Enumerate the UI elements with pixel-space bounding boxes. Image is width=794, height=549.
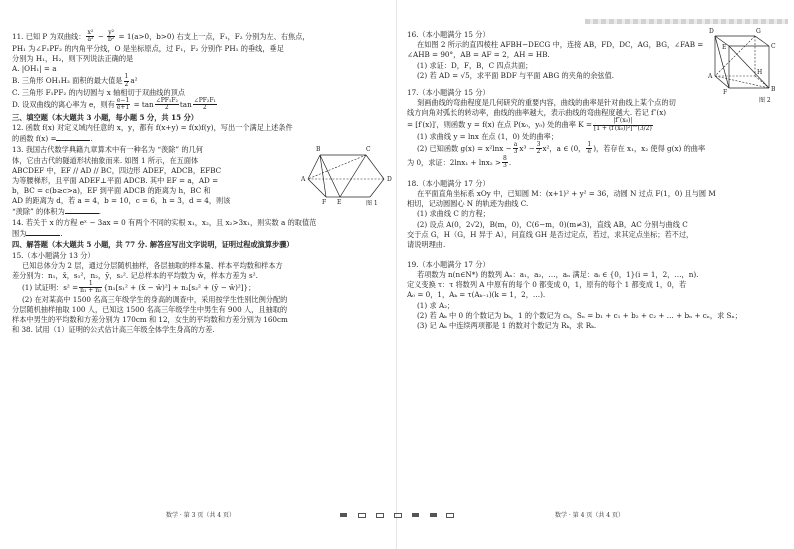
question-19 [407,260,779,332]
q16-heading: 16.（本小题满分 15 分） [407,30,490,39]
q15-heading: 15.（本小题满分 13 分） [12,250,95,260]
q18-part2-line3: 请说明理由. [407,240,446,250]
q19-line2: 定义变换 τ：τ 将数列 A 中原有的每个 0 都变成 0，1，原有的每个 1 都变成 1，0，若 [407,280,687,290]
q11-line1: 11. 已知 P 为双曲线： [12,31,86,41]
exam-page-4 [397,0,794,549]
section-solution-heading: 四、解答题（本大题共 5 小题，共 77 分. 解答应写出文字说明，证明过程或演算步骤） [12,240,294,250]
figure-1-pentahedron [301,145,396,211]
right-column [407,30,779,333]
q15-part2-line1: (2) 在对某高中 1500 名高三年级学生的身高的调查中，采用按学生性别比例分配的 [22,294,288,304]
binding-mark [446,513,454,518]
fig1-vertex-d: D [387,176,392,184]
fig1-vertex-e: E [337,199,342,207]
question-11: 11. 已知 P 为双曲线： $\frac{\text{x²}}{\text{a²}}$ − $\frac{\text{y²}}{\text{b²}}$ = 1(a>0，b>0) 右支上一点，F₁，F₂ 分别为左、右焦点， PH₁ 为∠F₁PF₂ 的内角平分线，O 是坐标原点，过 F₁，F₂ 分别作 PH₁ 的垂线，垂足 分别为 H₁，H₂，则下列说法正确的是 A. |OH₁| = a B. 三角形 OH₁H₂ 面积的最大值是 $\frac{1}{2}$ a² C. 三角形 F₁PF₂ 的内切圆与 x 轴相切于双曲线的顶点 D. 设双曲线的离心率为 e，则有 $\frac{e-1}{e+1}$ = tan $\frac{\text{∠PF₁F₂}}{2}$ tan $\frac{\text{∠PF₂F₁}}{2}$ [12,30,386,112]
question-13: 13. 我国古代数学典籍九章算术中有一种名为 “羡除” 的几何 体，它由古代的隧道形状抽象而来. 如图 1 所示，在五面体 ABCDEF 中，EF // AD // BC，四边形 ADEF，ADCB，EFBC 为等腰梯形，且平面 ADEF⊥平面 ADCB. 其中 EF = a，AD = b，BC = c(b≥c>a)，EF 到平面 ADCB 的距离为 h，BC 和 AD 的距离为 d，若 a = 4，b = 10，c = 6，h = 3，d = 4，则该 “羡除” 的体积为 . B C A D F E 图 1 [12,145,386,217]
q19-part2: (2) 若 Aₖ 中 0 的个数记为 bₖ，1 的个数记为 cₖ，Sₙ = b₁ + c₁ + b₂ + c₂ + … + bₙ + cₙ，求 Sₙ； [417,310,742,320]
q19-line1: 若项数为 n(n∈N*) 的数列 Aₙ：a₁，a₂，…，aₙ 满足：aᵢ ∈ {0，1}(i = 1，2，…，n). [417,270,699,279]
q13-line4: 为等腰梯形，且平面 ADEF⊥平面 ADCB. 其中 EF = a，AD = [12,175,219,185]
prism-diagram [707,28,781,106]
coefficient-3-over-2: $\frac{3}{2}$ [536,141,541,156]
question-15 [12,251,386,336]
fig2-vertex-f: F [723,89,728,96]
question-18 [407,179,779,251]
q19-part3: (3) 记 Aₖ 中连续两项都是 1 的数对个数记为 Rₖ，求 Rₖ. [417,321,597,331]
fig2-vertex-e: E [722,44,727,51]
q17-curvature-definition: = [f′(x)]′，则函数 y = f(x) 在点 P(x₀，y₀) 处的曲率 K = $\frac{\text{|f″(x₀)|}}{\text{[1 + (f′(x₀))²]\textasciicircum{}(3/2)}}$ [407,117,652,132]
fig2-caption: 图 2 [759,97,771,104]
curvature-fraction: $\frac{\text{|f″(x₀)|}}{\text{[1 + (f′(x₀))²]\textasciicircum{}(3/2)}}$ [593,117,652,132]
q12-line1: 12. 函数 f(x) 对定义域内任意的 x，y，都有 f(x+y) = f(x)f(y)，写出一个满足上述条件 [12,123,293,133]
angle-half-fraction-1: $\frac{\text{∠PF₁F₂}}{2}$ [155,97,178,112]
q13-line6: AD 的距离为 d，若 a = 4，b = 10，c = 6，h = 3，d = 4，则该 [12,196,231,206]
header-stamp-bar [585,19,788,24]
coefficient-a-over-3: $\frac{a}{3}$ [513,141,518,156]
q12-line2: 的函数 f(x) = [12,133,57,143]
q13-line5: b，BC = c(b≥c>a)，EF 到平面 ADCB 的距离为 h，BC 和 [12,186,211,196]
figure-2-prism [707,28,781,106]
q18-line1: 在平面直角坐标系 xOy 中，已知圆 M：(x+1)² + y² = 36，动圆 N 过点 F(1，0) 且与圆 M [417,188,716,198]
angle-half-fraction-2: $\frac{\text{∠PF₂F₁}}{2}$ [193,97,216,112]
q13-line1: 13. 我国古代数学典籍九章算术中有一种名为 “羡除” 的几何 [12,145,203,155]
q15-part2-line4: 和 38. 试用（1）证明的公式估计高三年级全体学生身高的方差. [12,325,215,335]
q15-part2-line3: 样本中男生的平均数和方差分别为 170cm 和 12，女生的平均数和方差分别为 160cm [12,315,288,325]
q18-part2-line1: (2) 设点 A(0，2√2)，B(m，0)，C(6−m，0)(m≠3)，直线 AB，AC 分别与曲线 C [417,219,688,229]
fig2-vertex-c: C [771,43,776,50]
eccentricity-fraction: $\frac{e-1}{e+1}$ [116,97,130,112]
q13-line3: ABCDEF 中，EF // AD // BC，四边形 ADEF，ADCB，EFBC [12,165,222,175]
q14-line2: 围为 [12,228,27,238]
q17-line1: 刻画曲线的弯曲程度是几何研究的重要内容，曲线的曲率是针对曲线上某个点的切 [417,97,676,107]
q14-answer-blank[interactable] [26,229,60,236]
q11-option-a: A. |OH₁| = a [12,64,57,74]
q15-line1: 已知总体分为 2 层，通过分层随机抽样，各层抽取的样本量、样本平均数和样本方 [22,260,283,270]
interval-1-over-e: $\frac{1}{e}$ [587,141,592,156]
binding-mark [358,513,366,518]
q11-option-b: B. 三角形 OH₁H₂ 面积的最大值是 $\frac{1}{2}$ a² [12,73,138,88]
left-column [12,29,392,337]
option-b-fraction: $\frac{1}{2}$ [124,73,129,88]
q18-line2: 相切，记动圆圆心 N 的轨迹为曲线 C. [407,199,529,209]
q15-part2-line2: 分层随机抽样抽取 100 人，已知这 1500 名高三年级学生中男生有 900 人，且抽取的 [12,304,288,314]
binding-mark [376,513,384,518]
q11-line2: PH₁ 为∠F₁PF₂ 的内角平分线，O 是坐标原点，过 F₁，F₂ 分别作 PH₁ 的垂线，垂足 [12,43,284,53]
fig2-vertex-b: B [771,86,776,93]
q13-answer-blank[interactable] [65,207,99,214]
q18-heading: 18.（本小题满分 17 分） [407,178,490,188]
binding-mark [340,513,347,517]
q14-line1: 14. 若关于 x 的方程 eˣ − 3ax = 0 有两个不同的实根 x₁，x₂，且 x₂>3x₁，则实数 a 的取值范 [12,218,317,228]
fig1-vertex-f: F [322,199,327,207]
q15-part1: (1) 试证明：s² = $\frac{1}{\text{n₁ + n₂}}$ {n₁[s₁² + (x̄ − w̄)²] + n₂[s₂² + (ȳ − w̄)²]}； [22,280,256,295]
page-3-footer: 数学 · 第 3 页（共 4 页） [166,512,235,519]
q17-heading: 17.（本小题满分 15 分） [407,87,490,97]
q15-line2: 差分别为：n₁，x̄，s₁²，n₂，ȳ，s₂². 记总样本的平均数为 w̄，样本方差为 s². [12,270,258,280]
binding-mark [412,513,419,517]
q17-part2-conclusion: 为 0，求证：2lnx₁ + lnx₂ > $\frac{8}{3}$ . [407,154,512,169]
fig2-vertex-h: H [757,69,763,76]
variance-fraction: $\frac{1}{\text{n₁ + n₂}}$ [80,280,102,295]
fig2-vertex-a: A [708,73,713,80]
binding-marks [340,513,454,518]
bound-8-over-3: $\frac{8}{3}$ [503,154,507,169]
q18-part1: (1) 求曲线 C 的方程； [417,209,490,219]
q17-part1: (1) 求曲线 y = lnx 在点 (1，0) 处的曲率； [417,131,559,141]
q16-part2: (2) 若 AD = √5，求平面 BDF 与平面 ABG 的夹角的余弦值. [417,70,615,80]
q19-part1: (1) 求 A₂； [417,300,455,310]
q19-line3: A₀ = 0，1，Aₖ = τ(Aₖ₋₁)(k = 1，2，…). [407,290,546,300]
q13-line7: “羡除” 的体积为 [12,206,65,216]
section-fill-in-heading: 三、填空题（本大题共 3 小题，每小题 5 分，共 15 分） [12,113,198,123]
q17-part2: (2) 已知函数 g(x) = x²lnx − $\frac{a}{3}$ x³ − $\frac{3}{2}$ x²，a ∈ (0， $\frac{1}{e}$ )，若存在 x₁，x₂ 使得 g(x) 的曲率 [417,141,706,156]
q12-answer-blank[interactable] [56,134,90,141]
hyperbola-x-fraction: $\frac{\text{x²}}{\text{a²}}$ [87,29,94,44]
page-4-footer: 数学 · 第 4 页（共 4 页） [555,512,624,519]
q16-line2: ∠AHB = 90°，AB = AF = 2，AH = HB. [407,50,550,60]
q18-part2-line2: 交于点 G，H（G，H 异于 A），问直线 GH 是否过定点，若过，求其定点坐标；若不过， [407,229,694,239]
binding-mark [430,513,437,517]
fig2-vertex-g: G [756,28,761,35]
fig1-vertex-a: A [301,176,306,184]
q11-line3: 分别为 H₁，H₂，则下列说法正确的是 [12,53,134,63]
hyperbola-y-fraction: $\frac{\text{y²}}{\text{b²}}$ [108,29,115,44]
q11-line1-rest: = 1(a>0，b>0) 右支上一点，F₁，F₂ 分别为左、右焦点， [116,31,310,41]
fig1-caption: 图 1 [366,200,378,208]
q13-line2: 体，它由古代的隧道形状抽象而来. 如图 1 所示，在五面体 [12,155,199,165]
question-12: 12. 函数 f(x) 对定义域内任意的 x，y，都有 f(x+y) = f(x)f(y)，写出一个满足上述条件 的函数 f(x) = . [12,123,386,143]
q11-option-d: D. 设双曲线的离心率为 e，则有 $\frac{e-1}{e+1}$ = tan $\frac{\text{∠PF₁F₂}}{2}$ tan $\frac{\text{∠PF₂F₁}}{2}$ [12,97,216,112]
q11-option-c: C. 三角形 F₁PF₂ 的内切圆与 x 轴相切于双曲线的顶点 [12,87,185,97]
question-14: 14. 若关于 x 的方程 eˣ − 3ax = 0 有两个不同的实根 x₁，x₂，且 x₂>3x₁，则实数 a 的取值范 围为 . [12,218,386,238]
pentahedron-diagram [304,145,396,211]
q17-line2: 线方向角对弧长的转动率，曲线的曲率越大，表示曲线的弯曲程度越大. 若记 f″(x) [407,108,667,118]
fig1-vertex-b: B [316,146,321,154]
q16-part1: (1) 求证：D，F，B，C 四点共面； [417,60,533,70]
q16-line1: 在如图 2 所示的直四棱柱 AFBH−DECG 中，连接 AB，FD，DC，AG，BG，∠FAB = [417,40,704,50]
q19-heading: 19.（本小题满分 17 分） [407,259,490,269]
fig2-vertex-d: D [709,28,714,35]
binding-mark [394,513,402,518]
fig1-vertex-c: C [366,146,371,154]
